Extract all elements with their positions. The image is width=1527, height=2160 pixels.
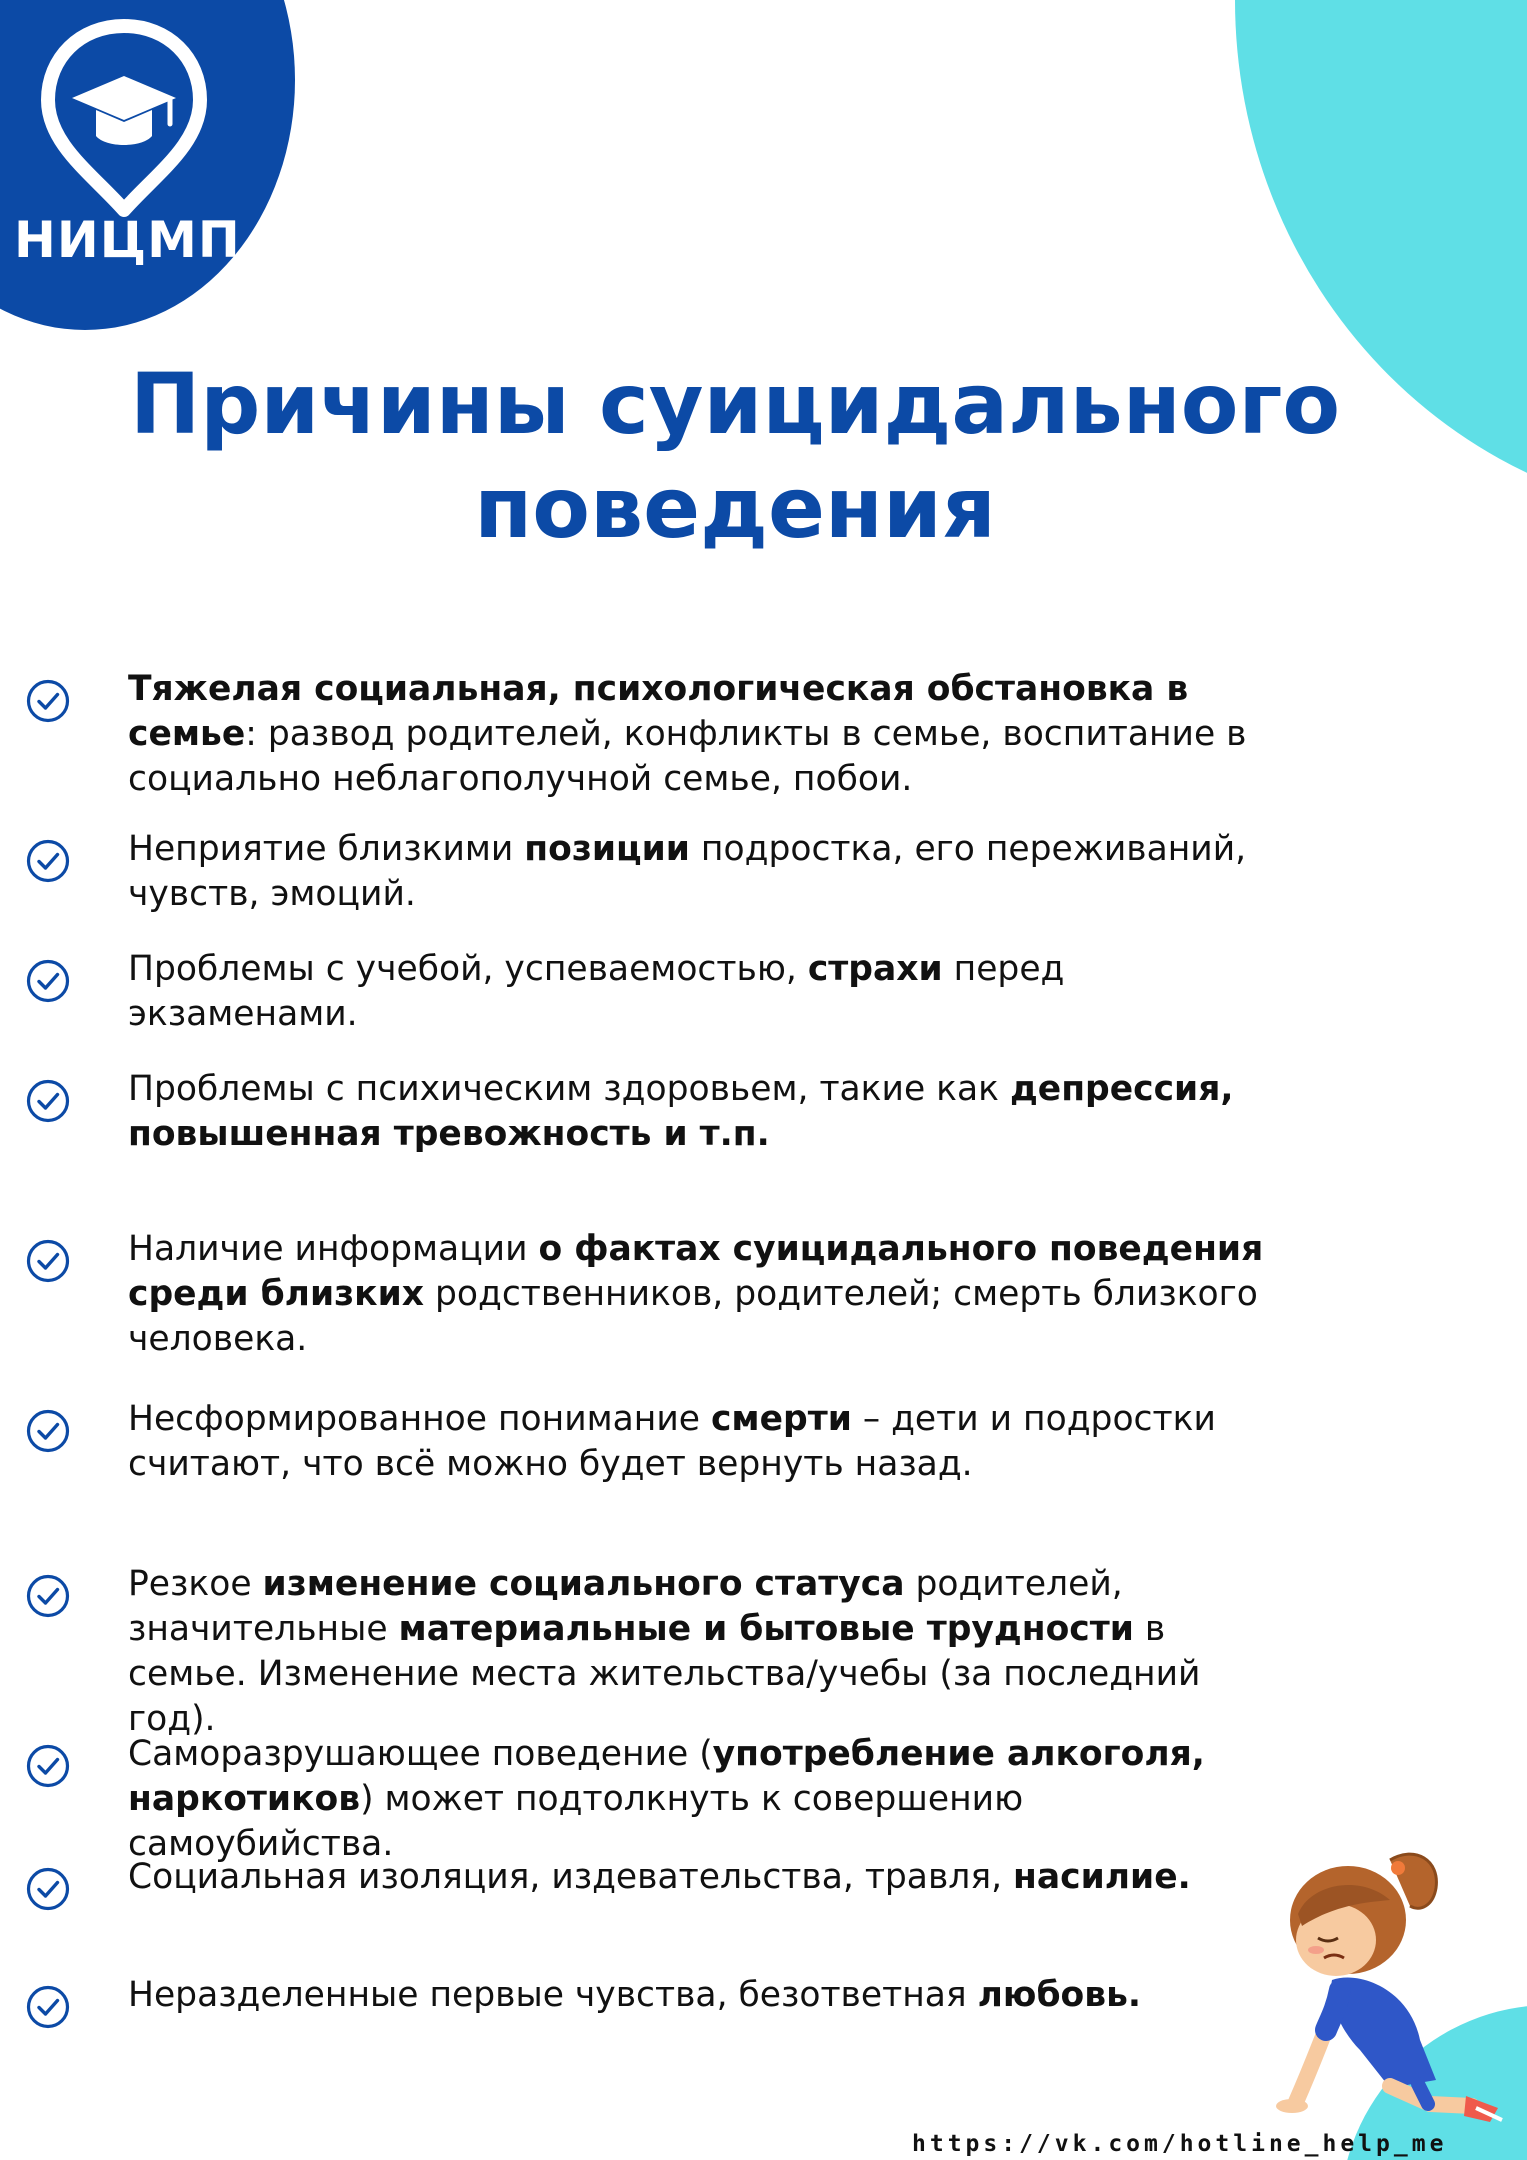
body-text: ) может подтолкнуть к совершению самоубийства. <box>128 1779 1024 1864</box>
emphasis-text: насилие. <box>1013 1857 1191 1897</box>
check-circle-icon <box>26 1239 70 1283</box>
list-item-text <box>128 1855 1278 1900</box>
emphasis-text: о фактах суицидального поведения среди близких <box>128 1229 1264 1314</box>
body-text: родственников, родителей; смерть близкого человека. <box>128 1274 1258 1359</box>
title-line-2: поведения <box>474 459 996 557</box>
body-text: Несформированное понимание <box>128 1399 711 1439</box>
list-item-text <box>128 827 1278 917</box>
check-circle-icon <box>26 1985 70 2029</box>
list-item-text <box>128 1562 1278 1742</box>
body-text: Социальная изоляция, издевательства, травля, <box>128 1857 1014 1897</box>
body-text: Проблемы с психическим здоровьем, такие как <box>128 1069 1010 1109</box>
emphasis-text: Тяжелая социальная, психологическая обстановка в семье <box>128 669 1189 754</box>
body-text: Неразделенные первые чувства, безответная <box>128 1975 978 2015</box>
emphasis-text: любовь. <box>977 1975 1141 2015</box>
check-circle-icon <box>26 959 70 1003</box>
body-text: Наличие информации <box>128 1229 539 1269</box>
emphasis-text: материальные и бытовые трудности <box>398 1609 1134 1649</box>
check-circle-icon <box>26 1574 70 1618</box>
emphasis-text: смерти <box>710 1399 852 1439</box>
body-text: подростка, его переживаний, чувств, эмоций. <box>128 829 1247 914</box>
body-text: перед экзаменами. <box>128 949 1065 1034</box>
crying-girl-illustration <box>1240 1840 1510 2130</box>
list-item-text <box>128 667 1278 802</box>
list-item-text <box>128 947 1278 1037</box>
list-item-text <box>128 1397 1278 1487</box>
body-text: Проблемы с учебой, успеваемостью, <box>128 949 808 989</box>
check-circle-icon <box>26 839 70 883</box>
list-item-text <box>128 1227 1278 1362</box>
check-circle-icon <box>26 1867 70 1911</box>
footer-url[interactable]: https://vk.com/hotline_help_me <box>912 2131 1448 2157</box>
body-text: Саморазрушающее поведение ( <box>128 1734 713 1774</box>
emphasis-text: изменение социального статуса <box>262 1564 905 1604</box>
emphasis-text: депрессия, повышенная тревожность и т.п. <box>128 1069 1234 1154</box>
check-circle-icon <box>26 679 70 723</box>
list-item-text <box>128 1732 1278 1867</box>
body-text: : развод родителей, конфликты в семье, воспитание в социально неблагополучной семье, побои. <box>128 714 1247 799</box>
emphasis-text: страхи <box>807 949 943 989</box>
check-circle-icon <box>26 1409 70 1453</box>
list-item-text <box>128 1067 1278 1157</box>
body-text: родителей, значительные <box>128 1564 1123 1649</box>
body-text: – дети и подростки считают, что всё можно будет вернуть назад. <box>128 1399 1216 1484</box>
body-text: Резкое <box>128 1564 263 1604</box>
list-item-text <box>128 1973 1278 2018</box>
emphasis-text: употребление алкоголя, наркотиков <box>128 1734 1205 1819</box>
logo-text: НИЦМП <box>14 211 241 269</box>
check-circle-icon <box>26 1744 70 1788</box>
emphasis-text: позиции <box>524 829 690 869</box>
check-circle-icon <box>26 1079 70 1123</box>
body-text: в семье. Изменение места жительства/учебы (за последний год). <box>128 1609 1201 1739</box>
title-line-1: Причины суицидального <box>129 355 1341 453</box>
body-text: Неприятие близкими <box>128 829 525 869</box>
